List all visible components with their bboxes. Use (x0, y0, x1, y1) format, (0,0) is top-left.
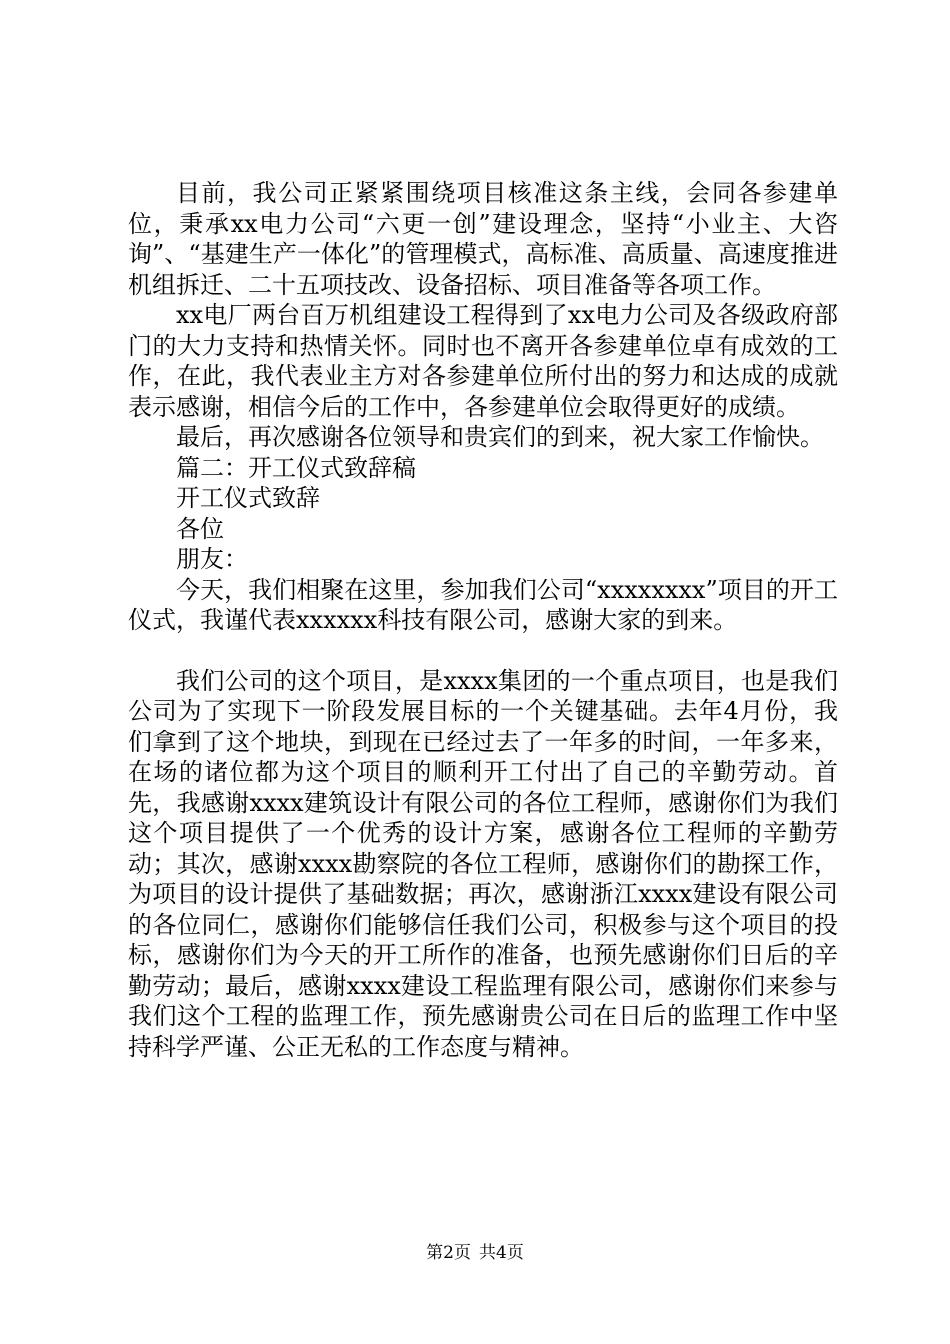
paragraph-closing: 最后，再次感谢各位领导和贵宾们的到来，祝大家工作愉快。 (176, 423, 824, 451)
salutation-line-2: 朋友： (176, 545, 248, 573)
paragraph-current-work: 目前，我公司正紧紧围绕项目核准这条主线，会同各参建单位，秉承xx电力公司“六更一创”建设理念，坚持“小业主、大咨询”、“基建生产一体化”的管理模式，高标准、高质量、高速度推进机组拆迁、二十五项技改、设备招标、项目准备等各项工作。 (128, 179, 838, 299)
page-number: 第2页 (426, 1243, 471, 1263)
salutation-line-1: 各位 (176, 514, 224, 543)
speech-title: 开工仪式致辞 (176, 484, 320, 512)
paragraph-thanks-support: xx电厂两台百万机组建设工程得到了xx电力公司及各级政府部门的大力支持和热情关怀。同时也不离开各参建单位卓有成效的工作，在此，我代表业主方对各参建单位所付出的努力和达成的成就表示感谢，相信今后的工作中，各参建单位会取得更好的成绩。 (128, 301, 838, 421)
section-heading: 篇二：开工仪式致辞稿 (176, 453, 416, 482)
document-body (128, 178, 838, 1062)
paragraph-project-thanks: 我们公司的这个项目，是xxxx集团的一个重点项目，也是我们公司为了实现下一阶段发展目标的一个关键基础。去年4月份，我们拿到了这个地块，到现在已经过去了一年多的时间，一年多来，在场的诸位都为这个项目的顺利开工付出了自己的辛勤劳动。首先，我感谢xxxx建筑设计有限公司的各位工程师，感谢你们为我们这个项目提供了一个优秀的设计方案，感谢各位工程师的辛勤劳动；其次，感谢xxxx勘察院的各位工程师，感谢你们的勘探工作，为项目的设计提供了基础数据；再次，感谢浙江xxxx建设有限公司的各位同仁，感谢你们能够信任我们公司，积极参与这个项目的投标，感谢你们为今天的开工所作的准备，也预先感谢你们日后的辛勤劳动；最后，感谢xxxx建设工程监理有限公司，感谢你们来参与我们这个工程的监理工作，预先感谢贵公司在日后的监理工作中坚持科学严谨、公正无私的工作态度与精神。 (128, 666, 838, 1061)
page-footer (0, 1243, 950, 1263)
paragraph-welcome: 今天，我们相聚在这里，参加我们公司“xxxxxxxx”项目的开工仪式，我谨代表xxxxxx科技有限公司，感谢大家的到来。 (128, 575, 838, 634)
page-total: 共4页 (479, 1243, 524, 1263)
